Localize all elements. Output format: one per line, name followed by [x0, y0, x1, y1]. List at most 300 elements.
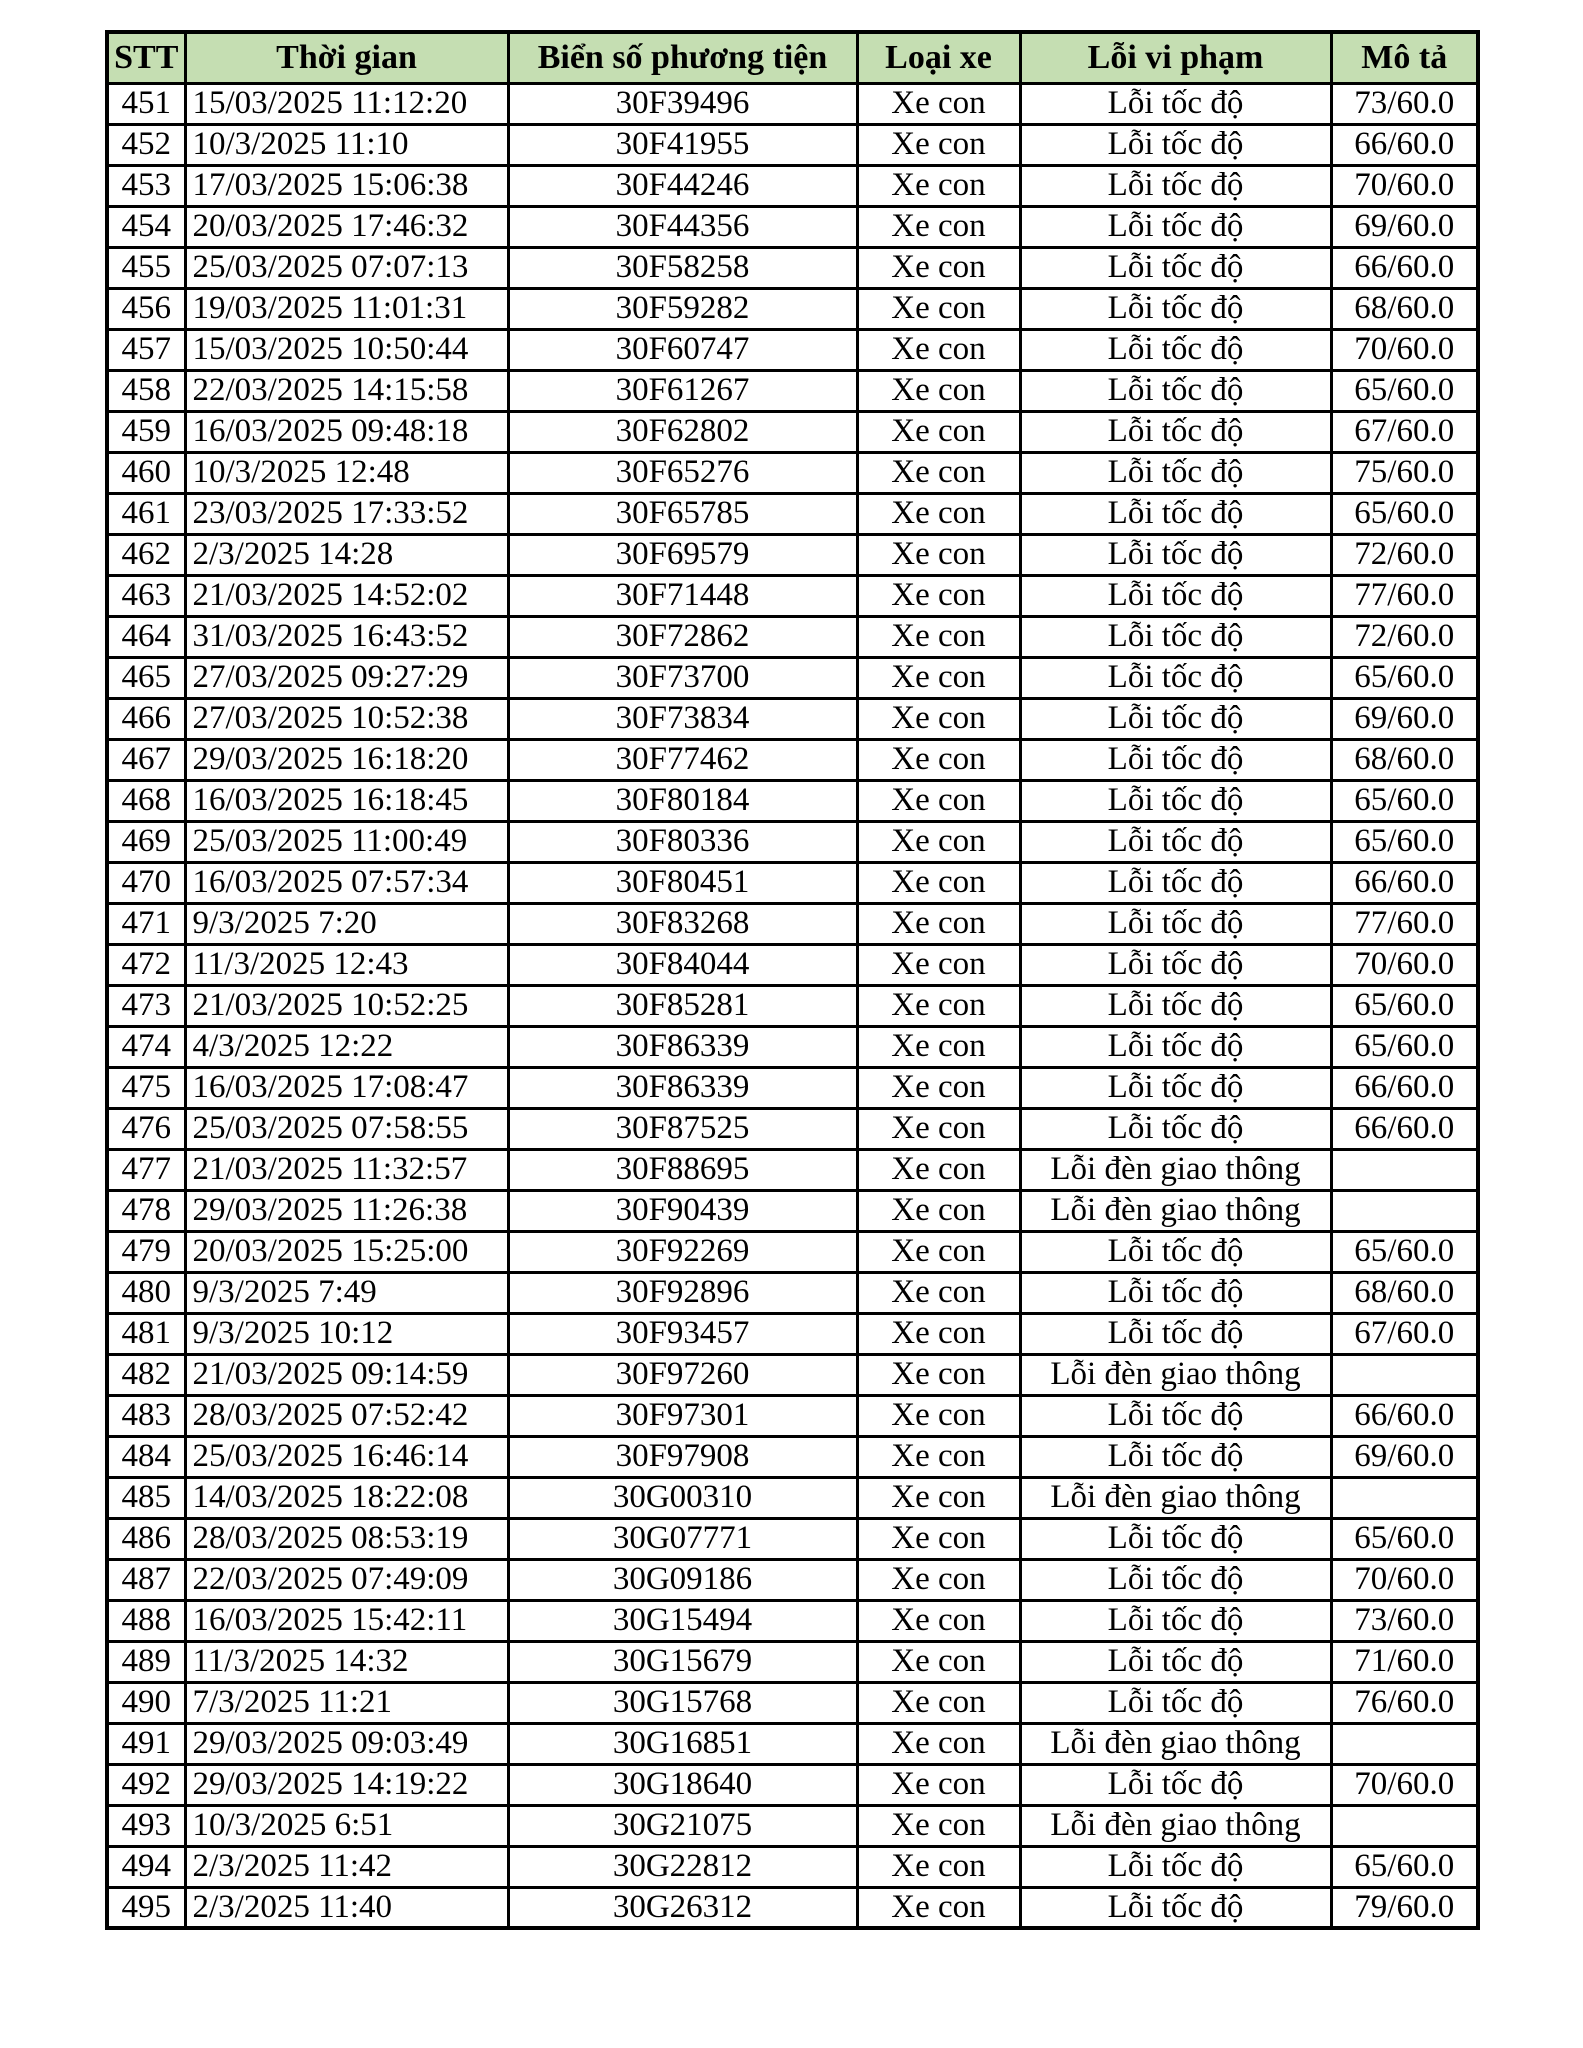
cell-violation: Lỗi tốc độ: [1020, 1395, 1331, 1436]
table-row: [107, 1600, 1478, 1641]
cell-time: 27/03/2025 10:52:38: [185, 698, 508, 739]
cell-stt: 492: [107, 1764, 185, 1805]
cell-desc: 72/60.0: [1331, 534, 1478, 575]
cell-stt: 472: [107, 944, 185, 985]
cell-time: 16/03/2025 17:08:47: [185, 1067, 508, 1108]
cell-vehicle: Xe con: [857, 370, 1020, 411]
cell-time: 19/03/2025 11:01:31: [185, 288, 508, 329]
cell-stt: 469: [107, 821, 185, 862]
cell-desc: 73/60.0: [1331, 83, 1478, 124]
table-row: [107, 985, 1478, 1026]
column-header-desc: Mô tả: [1331, 32, 1478, 83]
cell-vehicle: Xe con: [857, 1887, 1020, 1928]
cell-time: 25/03/2025 07:07:13: [185, 247, 508, 288]
cell-plate: 30G26312: [508, 1887, 857, 1928]
table-row: [107, 1887, 1478, 1928]
cell-time: 29/03/2025 11:26:38: [185, 1190, 508, 1231]
cell-vehicle: Xe con: [857, 329, 1020, 370]
cell-desc: 66/60.0: [1331, 1108, 1478, 1149]
cell-desc: 70/60.0: [1331, 329, 1478, 370]
cell-desc: [1331, 1354, 1478, 1395]
cell-stt: 478: [107, 1190, 185, 1231]
cell-vehicle: Xe con: [857, 1149, 1020, 1190]
cell-time: 10/3/2025 12:48: [185, 452, 508, 493]
table-row: [107, 370, 1478, 411]
cell-violation: Lỗi tốc độ: [1020, 985, 1331, 1026]
cell-time: 28/03/2025 08:53:19: [185, 1518, 508, 1559]
cell-plate: 30F83268: [508, 903, 857, 944]
cell-stt: 468: [107, 780, 185, 821]
cell-desc: 65/60.0: [1331, 1518, 1478, 1559]
cell-vehicle: Xe con: [857, 1354, 1020, 1395]
cell-violation: Lỗi tốc độ: [1020, 1764, 1331, 1805]
table-row: [107, 1231, 1478, 1272]
table-row: [107, 1559, 1478, 1600]
cell-stt: 479: [107, 1231, 185, 1272]
cell-stt: 460: [107, 452, 185, 493]
cell-desc: 69/60.0: [1331, 1436, 1478, 1477]
cell-desc: 79/60.0: [1331, 1887, 1478, 1928]
cell-stt: 494: [107, 1846, 185, 1887]
cell-desc: 68/60.0: [1331, 739, 1478, 780]
cell-stt: 470: [107, 862, 185, 903]
cell-violation: Lỗi đèn giao thông: [1020, 1149, 1331, 1190]
cell-vehicle: Xe con: [857, 411, 1020, 452]
cell-stt: 488: [107, 1600, 185, 1641]
cell-time: 29/03/2025 14:19:22: [185, 1764, 508, 1805]
cell-time: 20/03/2025 17:46:32: [185, 206, 508, 247]
column-header-stt: STT: [107, 32, 185, 83]
cell-time: 23/03/2025 17:33:52: [185, 493, 508, 534]
cell-plate: 30F69579: [508, 534, 857, 575]
table-row: [107, 493, 1478, 534]
cell-desc: 67/60.0: [1331, 411, 1478, 452]
column-header-plate: Biển số phương tiện: [508, 32, 857, 83]
cell-desc: 70/60.0: [1331, 165, 1478, 206]
cell-violation: Lỗi tốc độ: [1020, 329, 1331, 370]
cell-plate: 30F39496: [508, 83, 857, 124]
cell-desc: 66/60.0: [1331, 247, 1478, 288]
cell-vehicle: Xe con: [857, 657, 1020, 698]
cell-vehicle: Xe con: [857, 862, 1020, 903]
cell-stt: 461: [107, 493, 185, 534]
cell-vehicle: Xe con: [857, 698, 1020, 739]
cell-time: 31/03/2025 16:43:52: [185, 616, 508, 657]
cell-stt: 485: [107, 1477, 185, 1518]
table-row: [107, 165, 1478, 206]
cell-time: 11/3/2025 14:32: [185, 1641, 508, 1682]
cell-stt: 458: [107, 370, 185, 411]
cell-plate: 30G16851: [508, 1723, 857, 1764]
cell-plate: 30G09186: [508, 1559, 857, 1600]
cell-violation: Lỗi tốc độ: [1020, 780, 1331, 821]
table-row: [107, 1723, 1478, 1764]
cell-violation: Lỗi tốc độ: [1020, 370, 1331, 411]
table-row: [107, 698, 1478, 739]
table-row: [107, 1190, 1478, 1231]
cell-desc: [1331, 1805, 1478, 1846]
table-row: [107, 1354, 1478, 1395]
cell-plate: 30G15494: [508, 1600, 857, 1641]
cell-plate: 30G07771: [508, 1518, 857, 1559]
cell-stt: 456: [107, 288, 185, 329]
table-row: [107, 616, 1478, 657]
cell-violation: Lỗi tốc độ: [1020, 1272, 1331, 1313]
table-row: [107, 1682, 1478, 1723]
cell-plate: 30F44356: [508, 206, 857, 247]
cell-violation: Lỗi tốc độ: [1020, 1846, 1331, 1887]
cell-plate: 30G00310: [508, 1477, 857, 1518]
cell-plate: 30G15679: [508, 1641, 857, 1682]
cell-time: 16/03/2025 16:18:45: [185, 780, 508, 821]
cell-desc: 65/60.0: [1331, 821, 1478, 862]
cell-vehicle: Xe con: [857, 247, 1020, 288]
cell-time: 17/03/2025 15:06:38: [185, 165, 508, 206]
cell-stt: 462: [107, 534, 185, 575]
cell-violation: Lỗi tốc độ: [1020, 1518, 1331, 1559]
table-row: [107, 1641, 1478, 1682]
cell-vehicle: Xe con: [857, 288, 1020, 329]
cell-plate: 30F86339: [508, 1026, 857, 1067]
cell-violation: Lỗi tốc độ: [1020, 1682, 1331, 1723]
cell-desc: 69/60.0: [1331, 698, 1478, 739]
cell-plate: 30F41955: [508, 124, 857, 165]
cell-violation: Lỗi tốc độ: [1020, 903, 1331, 944]
cell-stt: 477: [107, 1149, 185, 1190]
cell-time: 21/03/2025 11:32:57: [185, 1149, 508, 1190]
cell-desc: 77/60.0: [1331, 575, 1478, 616]
table-row: [107, 1108, 1478, 1149]
cell-vehicle: Xe con: [857, 1477, 1020, 1518]
cell-desc: [1331, 1723, 1478, 1764]
cell-desc: 65/60.0: [1331, 780, 1478, 821]
cell-time: 16/03/2025 07:57:34: [185, 862, 508, 903]
cell-violation: Lỗi tốc độ: [1020, 165, 1331, 206]
cell-stt: 475: [107, 1067, 185, 1108]
cell-time: 10/3/2025 11:10: [185, 124, 508, 165]
table-row: [107, 1436, 1478, 1477]
cell-stt: 464: [107, 616, 185, 657]
cell-stt: 467: [107, 739, 185, 780]
table-row: [107, 944, 1478, 985]
column-header-vehicle: Loại xe: [857, 32, 1020, 83]
cell-vehicle: Xe con: [857, 1436, 1020, 1477]
cell-plate: 30F72862: [508, 616, 857, 657]
table-row: [107, 534, 1478, 575]
cell-plate: 30F73834: [508, 698, 857, 739]
cell-plate: 30F85281: [508, 985, 857, 1026]
table-row: [107, 1067, 1478, 1108]
cell-plate: 30F88695: [508, 1149, 857, 1190]
cell-desc: 65/60.0: [1331, 370, 1478, 411]
cell-plate: 30G18640: [508, 1764, 857, 1805]
cell-plate: 30F59282: [508, 288, 857, 329]
cell-vehicle: Xe con: [857, 1108, 1020, 1149]
cell-vehicle: Xe con: [857, 575, 1020, 616]
cell-violation: Lỗi tốc độ: [1020, 1436, 1331, 1477]
cell-time: 20/03/2025 15:25:00: [185, 1231, 508, 1272]
table-row: [107, 575, 1478, 616]
cell-desc: 77/60.0: [1331, 903, 1478, 944]
cell-stt: 453: [107, 165, 185, 206]
cell-violation: Lỗi tốc độ: [1020, 1067, 1331, 1108]
table-header-row: [107, 32, 1478, 83]
table-row: [107, 1026, 1478, 1067]
cell-time: 25/03/2025 16:46:14: [185, 1436, 508, 1477]
cell-stt: 466: [107, 698, 185, 739]
cell-stt: 482: [107, 1354, 185, 1395]
cell-vehicle: Xe con: [857, 1190, 1020, 1231]
cell-desc: 65/60.0: [1331, 985, 1478, 1026]
table-row: [107, 124, 1478, 165]
cell-plate: 30G15768: [508, 1682, 857, 1723]
cell-time: 14/03/2025 18:22:08: [185, 1477, 508, 1518]
cell-desc: 66/60.0: [1331, 1395, 1478, 1436]
cell-vehicle: Xe con: [857, 493, 1020, 534]
cell-stt: 495: [107, 1887, 185, 1928]
cell-time: 15/03/2025 10:50:44: [185, 329, 508, 370]
cell-stt: 463: [107, 575, 185, 616]
cell-violation: Lỗi tốc độ: [1020, 124, 1331, 165]
cell-vehicle: Xe con: [857, 1231, 1020, 1272]
cell-desc: 66/60.0: [1331, 862, 1478, 903]
table-row: [107, 1395, 1478, 1436]
cell-vehicle: Xe con: [857, 1723, 1020, 1764]
cell-violation: Lỗi đèn giao thông: [1020, 1190, 1331, 1231]
cell-time: 25/03/2025 07:58:55: [185, 1108, 508, 1149]
cell-plate: 30F97301: [508, 1395, 857, 1436]
table-row: [107, 739, 1478, 780]
cell-violation: Lỗi tốc độ: [1020, 493, 1331, 534]
table-row: [107, 329, 1478, 370]
cell-violation: Lỗi tốc độ: [1020, 862, 1331, 903]
cell-desc: 66/60.0: [1331, 124, 1478, 165]
cell-violation: Lỗi tốc độ: [1020, 1641, 1331, 1682]
cell-time: 29/03/2025 09:03:49: [185, 1723, 508, 1764]
cell-vehicle: Xe con: [857, 1600, 1020, 1641]
table-row: [107, 1149, 1478, 1190]
cell-vehicle: Xe con: [857, 1764, 1020, 1805]
cell-plate: 30F77462: [508, 739, 857, 780]
cell-plate: 30F80336: [508, 821, 857, 862]
cell-vehicle: Xe con: [857, 1067, 1020, 1108]
table-row: [107, 821, 1478, 862]
cell-violation: Lỗi tốc độ: [1020, 1600, 1331, 1641]
cell-plate: 30F80184: [508, 780, 857, 821]
cell-plate: 30F44246: [508, 165, 857, 206]
cell-plate: 30F58258: [508, 247, 857, 288]
cell-desc: 72/60.0: [1331, 616, 1478, 657]
cell-time: 25/03/2025 11:00:49: [185, 821, 508, 862]
table-row: [107, 247, 1478, 288]
table-row: [107, 452, 1478, 493]
cell-plate: 30F92269: [508, 1231, 857, 1272]
cell-time: 9/3/2025 7:20: [185, 903, 508, 944]
cell-desc: 68/60.0: [1331, 288, 1478, 329]
cell-time: 2/3/2025 11:40: [185, 1887, 508, 1928]
table-row: [107, 862, 1478, 903]
cell-desc: 76/60.0: [1331, 1682, 1478, 1723]
cell-vehicle: Xe con: [857, 944, 1020, 985]
table-row: [107, 903, 1478, 944]
cell-violation: Lỗi tốc độ: [1020, 411, 1331, 452]
cell-time: 22/03/2025 07:49:09: [185, 1559, 508, 1600]
cell-stt: 455: [107, 247, 185, 288]
cell-violation: Lỗi đèn giao thông: [1020, 1477, 1331, 1518]
cell-time: 21/03/2025 09:14:59: [185, 1354, 508, 1395]
violations-table-body: [107, 83, 1478, 1928]
cell-desc: 65/60.0: [1331, 1846, 1478, 1887]
cell-vehicle: Xe con: [857, 1272, 1020, 1313]
cell-plate: 30F73700: [508, 657, 857, 698]
cell-violation: Lỗi tốc độ: [1020, 247, 1331, 288]
table-row: [107, 1272, 1478, 1313]
cell-stt: 457: [107, 329, 185, 370]
cell-plate: 30F61267: [508, 370, 857, 411]
cell-desc: 71/60.0: [1331, 1641, 1478, 1682]
cell-violation: Lỗi đèn giao thông: [1020, 1723, 1331, 1764]
table-row: [107, 288, 1478, 329]
cell-stt: 491: [107, 1723, 185, 1764]
cell-plate: 30F71448: [508, 575, 857, 616]
cell-desc: 65/60.0: [1331, 657, 1478, 698]
cell-vehicle: Xe con: [857, 1559, 1020, 1600]
cell-violation: Lỗi tốc độ: [1020, 288, 1331, 329]
cell-desc: 73/60.0: [1331, 1600, 1478, 1641]
cell-violation: Lỗi tốc độ: [1020, 698, 1331, 739]
cell-desc: [1331, 1477, 1478, 1518]
cell-plate: 30F62802: [508, 411, 857, 452]
cell-time: 2/3/2025 11:42: [185, 1846, 508, 1887]
cell-vehicle: Xe con: [857, 1805, 1020, 1846]
cell-desc: 65/60.0: [1331, 1026, 1478, 1067]
cell-desc: 70/60.0: [1331, 1764, 1478, 1805]
cell-desc: 70/60.0: [1331, 944, 1478, 985]
cell-violation: Lỗi tốc độ: [1020, 1313, 1331, 1354]
cell-stt: 490: [107, 1682, 185, 1723]
cell-desc: [1331, 1190, 1478, 1231]
cell-desc: 68/60.0: [1331, 1272, 1478, 1313]
violations-table: [105, 30, 1480, 1930]
cell-vehicle: Xe con: [857, 1395, 1020, 1436]
cell-violation: Lỗi tốc độ: [1020, 616, 1331, 657]
cell-time: 9/3/2025 7:49: [185, 1272, 508, 1313]
cell-plate: 30F97260: [508, 1354, 857, 1395]
cell-plate: 30F92896: [508, 1272, 857, 1313]
cell-violation: Lỗi tốc độ: [1020, 83, 1331, 124]
cell-stt: 480: [107, 1272, 185, 1313]
cell-violation: Lỗi tốc độ: [1020, 1026, 1331, 1067]
cell-stt: 484: [107, 1436, 185, 1477]
cell-stt: 489: [107, 1641, 185, 1682]
cell-desc: 65/60.0: [1331, 1231, 1478, 1272]
cell-vehicle: Xe con: [857, 739, 1020, 780]
cell-time: 4/3/2025 12:22: [185, 1026, 508, 1067]
cell-plate: 30F84044: [508, 944, 857, 985]
cell-time: 27/03/2025 09:27:29: [185, 657, 508, 698]
cell-violation: Lỗi tốc độ: [1020, 452, 1331, 493]
cell-time: 21/03/2025 14:52:02: [185, 575, 508, 616]
cell-violation: Lỗi tốc độ: [1020, 206, 1331, 247]
cell-vehicle: Xe con: [857, 985, 1020, 1026]
cell-stt: 486: [107, 1518, 185, 1559]
cell-stt: 474: [107, 1026, 185, 1067]
table-row: [107, 1313, 1478, 1354]
cell-plate: 30F65276: [508, 452, 857, 493]
cell-time: 11/3/2025 12:43: [185, 944, 508, 985]
cell-vehicle: Xe con: [857, 903, 1020, 944]
cell-stt: 471: [107, 903, 185, 944]
cell-vehicle: Xe con: [857, 616, 1020, 657]
cell-time: 21/03/2025 10:52:25: [185, 985, 508, 1026]
cell-time: 10/3/2025 6:51: [185, 1805, 508, 1846]
cell-plate: 30F87525: [508, 1108, 857, 1149]
cell-desc: [1331, 1149, 1478, 1190]
cell-plate: 30F93457: [508, 1313, 857, 1354]
cell-plate: 30F86339: [508, 1067, 857, 1108]
cell-time: 29/03/2025 16:18:20: [185, 739, 508, 780]
cell-violation: Lỗi tốc độ: [1020, 534, 1331, 575]
cell-violation: Lỗi tốc độ: [1020, 821, 1331, 862]
cell-stt: 473: [107, 985, 185, 1026]
table-row: [107, 1846, 1478, 1887]
cell-desc: 67/60.0: [1331, 1313, 1478, 1354]
cell-violation: Lỗi tốc độ: [1020, 575, 1331, 616]
cell-stt: 451: [107, 83, 185, 124]
cell-vehicle: Xe con: [857, 534, 1020, 575]
cell-desc: 66/60.0: [1331, 1067, 1478, 1108]
cell-plate: 30G21075: [508, 1805, 857, 1846]
cell-violation: Lỗi tốc độ: [1020, 739, 1331, 780]
cell-violation: Lỗi đèn giao thông: [1020, 1805, 1331, 1846]
table-row: [107, 1805, 1478, 1846]
cell-violation: Lỗi tốc độ: [1020, 1108, 1331, 1149]
cell-time: 22/03/2025 14:15:58: [185, 370, 508, 411]
column-header-violation: Lỗi vi phạm: [1020, 32, 1331, 83]
cell-time: 28/03/2025 07:52:42: [185, 1395, 508, 1436]
table-row: [107, 780, 1478, 821]
cell-time: 15/03/2025 11:12:20: [185, 83, 508, 124]
cell-stt: 454: [107, 206, 185, 247]
cell-time: 7/3/2025 11:21: [185, 1682, 508, 1723]
cell-time: 16/03/2025 15:42:11: [185, 1600, 508, 1641]
cell-stt: 493: [107, 1805, 185, 1846]
cell-violation: Lỗi tốc độ: [1020, 1231, 1331, 1272]
column-header-time: Thời gian: [185, 32, 508, 83]
cell-vehicle: Xe con: [857, 1846, 1020, 1887]
cell-vehicle: Xe con: [857, 1026, 1020, 1067]
cell-violation: Lỗi tốc độ: [1020, 944, 1331, 985]
cell-stt: 459: [107, 411, 185, 452]
cell-plate: 30G22812: [508, 1846, 857, 1887]
cell-violation: Lỗi tốc độ: [1020, 657, 1331, 698]
cell-vehicle: Xe con: [857, 206, 1020, 247]
cell-time: 2/3/2025 14:28: [185, 534, 508, 575]
cell-violation: Lỗi tốc độ: [1020, 1887, 1331, 1928]
cell-vehicle: Xe con: [857, 821, 1020, 862]
cell-vehicle: Xe con: [857, 780, 1020, 821]
cell-violation: Lỗi đèn giao thông: [1020, 1354, 1331, 1395]
cell-stt: 483: [107, 1395, 185, 1436]
cell-vehicle: Xe con: [857, 1682, 1020, 1723]
table-row: [107, 1518, 1478, 1559]
cell-desc: 65/60.0: [1331, 493, 1478, 534]
table-row: [107, 1477, 1478, 1518]
table-row: [107, 411, 1478, 452]
cell-plate: 30F60747: [508, 329, 857, 370]
cell-vehicle: Xe con: [857, 124, 1020, 165]
cell-plate: 30F80451: [508, 862, 857, 903]
